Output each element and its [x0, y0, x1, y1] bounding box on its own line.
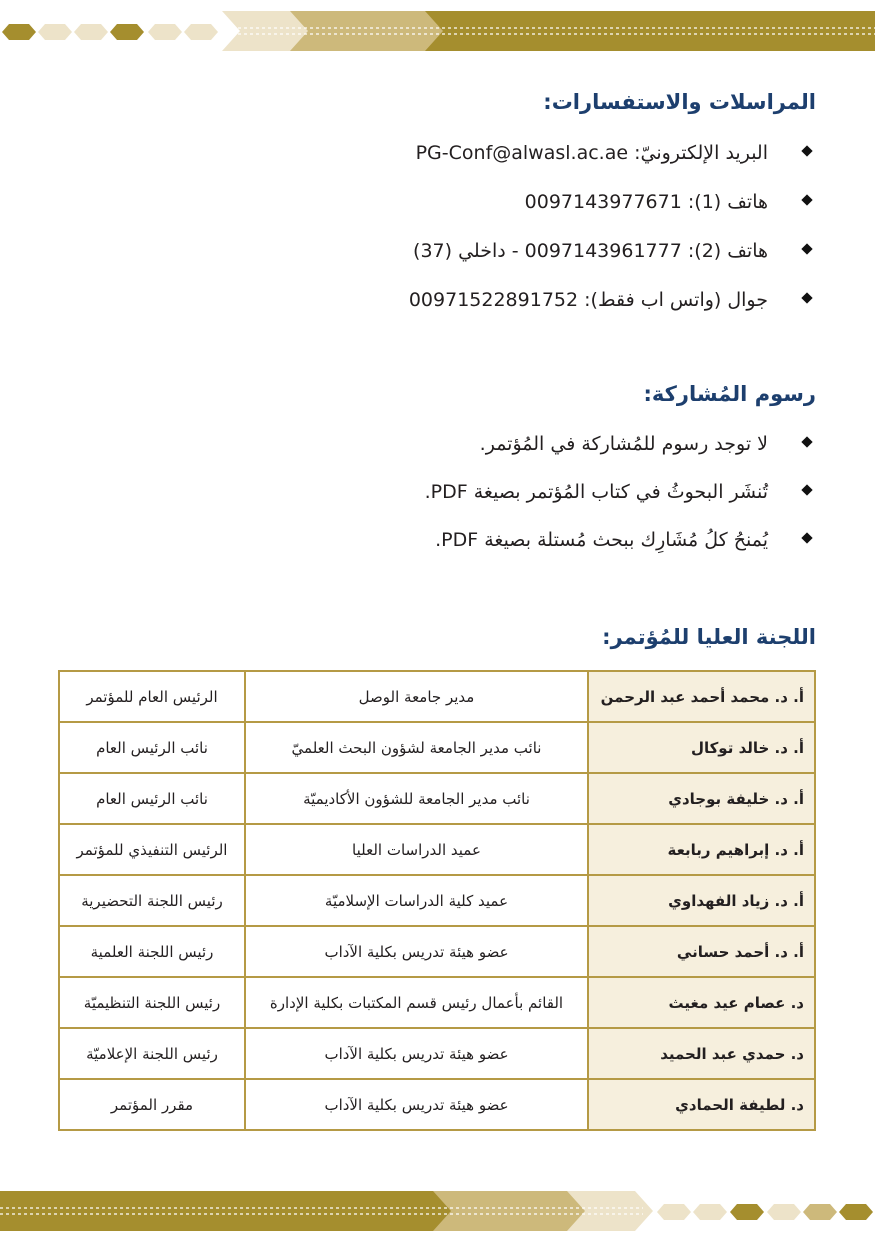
member-name: أ. د. خليفة بوجادي — [588, 773, 815, 824]
committee-row — [59, 926, 815, 977]
contact-phone1-value[interactable]: 0097143977671 — [524, 191, 682, 213]
member-position: عميد الدراسات العليا — [245, 824, 588, 875]
member-position: نائب مدير الجامعة للشؤون الأكاديميّة — [245, 773, 588, 824]
committee-row — [59, 1028, 815, 1079]
committee-row — [59, 671, 815, 722]
diamond-bullet-icon — [801, 292, 812, 303]
fees-item — [56, 528, 816, 552]
contact-list — [56, 141, 816, 312]
contact-phone2-value[interactable]: 0097143961777 — [524, 240, 682, 262]
member-position: عميد كلية الدراسات الإسلاميّة — [245, 875, 588, 926]
member-name: أ. د. أحمد حساني — [588, 926, 815, 977]
member-position: عضو هيئة تدريس بكلية الآداب — [245, 1028, 588, 1079]
contact-phone1-label: هاتف (1): — [687, 191, 768, 213]
fees-item-text: تُنشَر البحوثُ في كتاب المُؤتمر بصيغة PDF. — [424, 481, 768, 503]
committee-row — [59, 773, 815, 824]
diamond-bullet-icon — [801, 145, 812, 156]
fees-item — [56, 432, 816, 456]
member-role: رئيس اللجنة العلمية — [59, 926, 245, 977]
committee-heading: اللجنة العليا للمُؤتمر: — [602, 625, 816, 649]
committee-row — [59, 875, 815, 926]
member-name: أ. د. زياد الفهداوي — [588, 875, 815, 926]
fees-item-text: لا توجد رسوم للمُشاركة في المُؤتمر. — [479, 433, 768, 455]
member-role: الرئيس العام للمؤتمر — [59, 671, 245, 722]
member-name: د. لطيفة الحمادي — [588, 1079, 815, 1130]
contact-email-item — [56, 141, 816, 165]
fees-heading: رسوم المُشاركة: — [643, 382, 816, 406]
member-position: القائم بأعمال رئيس قسم المكتبات بكلية الإدارة — [245, 977, 588, 1028]
committee-row — [59, 824, 815, 875]
member-role: رئيس اللجنة التحضيرية — [59, 875, 245, 926]
member-role: مقرر المؤتمر — [59, 1079, 245, 1130]
member-position: نائب مدير الجامعة لشؤون البحث العلميّ — [245, 722, 588, 773]
member-role: الرئيس التنفيذي للمؤتمر — [59, 824, 245, 875]
contact-mobile-label: جوال (واتس اب فقط): — [584, 289, 768, 311]
contact-email-value[interactable]: PG-Conf@alwasl.ac.ae — [415, 142, 629, 164]
member-position: عضو هيئة تدريس بكلية الآداب — [245, 926, 588, 977]
top-decorative-band — [0, 10, 875, 52]
fees-list — [56, 432, 816, 552]
contact-section — [56, 88, 816, 337]
contact-mobile-value[interactable]: 00971522891752 — [408, 289, 579, 311]
contact-phone2-item — [56, 239, 816, 263]
committee-row — [59, 977, 815, 1028]
member-name: أ. د. خالد توكال — [588, 722, 815, 773]
member-role: رئيس اللجنة الإعلاميّة — [59, 1028, 245, 1079]
member-name: د. عصام عيد مغيث — [588, 977, 815, 1028]
contact-mobile-item — [56, 288, 816, 312]
member-role: رئيس اللجنة التنظيميّة — [59, 977, 245, 1028]
bottom-decorative-band — [0, 1190, 875, 1232]
contact-heading: المراسلات والاستفسارات: — [543, 90, 816, 114]
member-position: عضو هيئة تدريس بكلية الآداب — [245, 1079, 588, 1130]
diamond-bullet-icon — [801, 243, 812, 254]
contact-phone1-item — [56, 190, 816, 214]
diamond-bullet-icon — [801, 532, 812, 543]
fees-item-text: يُمنحُ كلُ مُشَارِك ببحث مُستلة بصيغة PDF. — [435, 529, 768, 551]
diamond-bullet-icon — [801, 194, 812, 205]
member-role: نائب الرئيس العام — [59, 773, 245, 824]
diamond-bullet-icon — [801, 436, 812, 447]
member-name: أ. د. إبراهيم ربابعة — [588, 824, 815, 875]
contact-email-label: البريد الإلكترونيّ: — [634, 142, 768, 164]
committee-section — [56, 623, 816, 651]
member-position: مدير جامعة الوصل — [245, 671, 588, 722]
committee-row — [59, 722, 815, 773]
fees-item — [56, 480, 816, 504]
contact-phone2-label: هاتف (2): — [687, 240, 768, 262]
fees-section — [56, 380, 816, 576]
member-name: أ. د. محمد أحمد عبد الرحمن — [588, 671, 815, 722]
contact-phone2-extension: - داخلي (37) — [413, 240, 519, 262]
member-name: د. حمدي عبد الحميد — [588, 1028, 815, 1079]
committee-table — [58, 670, 816, 1131]
diamond-bullet-icon — [801, 484, 812, 495]
member-role: نائب الرئيس العام — [59, 722, 245, 773]
committee-row — [59, 1079, 815, 1130]
